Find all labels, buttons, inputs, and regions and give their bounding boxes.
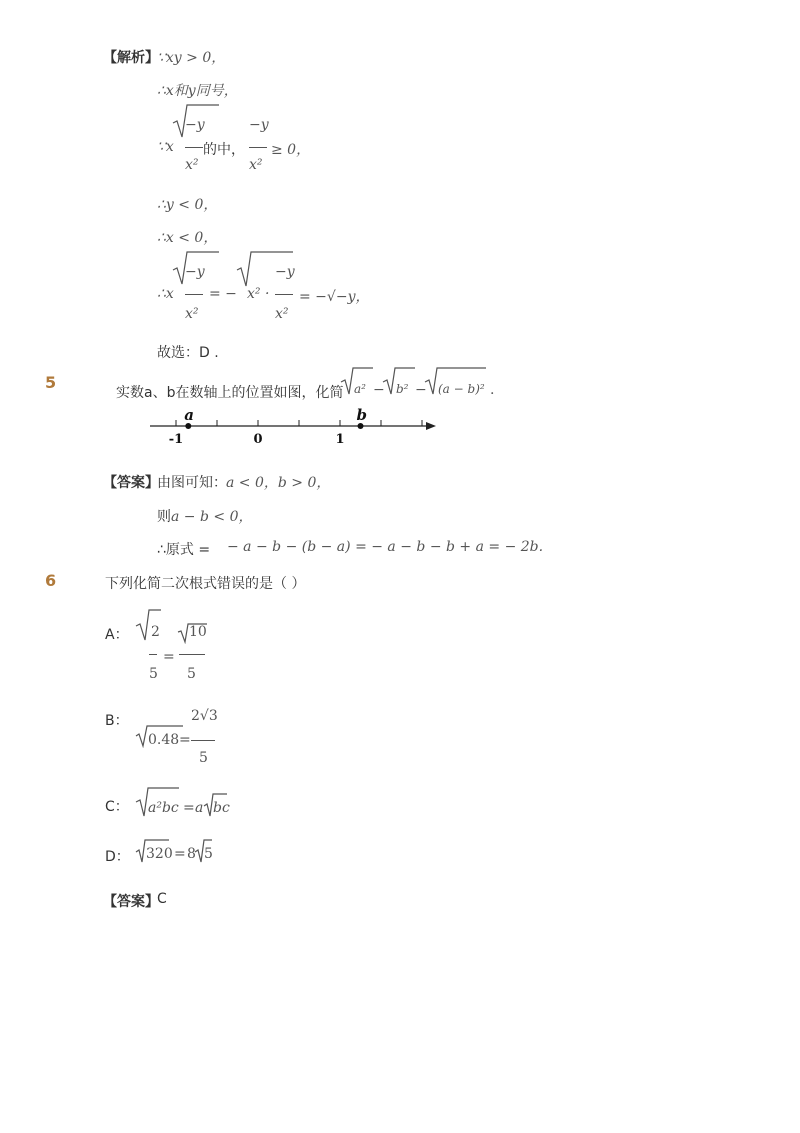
q6-answer: C	[157, 891, 167, 907]
q5-expression	[340, 366, 500, 400]
q5-answer-line1-math: a < 0，b > 0，	[226, 475, 331, 491]
frac-den: x²	[185, 157, 199, 173]
option-d-rhs-coef: 8	[187, 846, 196, 862]
minus-1: −	[373, 382, 385, 398]
answer-tag-5: 【答案】	[103, 475, 159, 491]
frac2-den: x²	[249, 157, 263, 173]
tick-label-1: 1	[335, 432, 345, 447]
option-c-rhs-coef: a	[195, 800, 204, 816]
option-d-label: D：	[105, 849, 130, 865]
frac2-num: −y	[249, 117, 269, 133]
x-squared-dot: x² ·	[247, 286, 270, 302]
frac3-bar	[185, 294, 203, 295]
option-d-equals: =	[174, 846, 186, 862]
q5-answer-line2-text: 则	[157, 509, 171, 525]
frac3-num: −y	[185, 264, 205, 280]
b-squared: b²	[396, 382, 409, 396]
axis-arrow	[426, 422, 436, 430]
tick-label-minus-1: -1	[168, 432, 184, 447]
tick-label-0: 0	[253, 432, 263, 447]
option-c-rhs-rad: bc	[213, 800, 230, 816]
a-minus-b-squared: (a − b)²	[438, 382, 485, 396]
option-b-equals: =	[179, 732, 191, 748]
option-a-rhs-bar	[179, 654, 205, 655]
option-a-lhs-den: 5	[149, 666, 158, 682]
therefore-x: ∴x	[157, 286, 174, 302]
period: .	[490, 382, 495, 398]
frac4-den: x²	[275, 306, 289, 322]
solution-line-3	[157, 103, 317, 175]
option-b-rhs-den: 5	[199, 750, 208, 766]
equals-minus: = −	[209, 286, 237, 302]
option-a-lhs-bar	[149, 654, 157, 655]
option-a-lhs-num: 2	[151, 624, 160, 640]
option-b-lhs: 0.48	[148, 732, 180, 748]
option-c-equals: =	[183, 800, 195, 816]
q5-answer-line2-math: a − b < 0，	[171, 509, 253, 525]
frac-num: −y	[185, 117, 205, 133]
option-c-label: C：	[105, 799, 129, 815]
option-d[interactable]	[105, 834, 265, 866]
answer-tag-6: 【答案】	[103, 894, 159, 910]
option-c-lhs: a²bc	[148, 800, 179, 816]
of-which: 的中，	[203, 142, 245, 158]
option-a-rhs-num: 10	[189, 624, 207, 640]
analysis-tag: 【解析】	[103, 50, 159, 66]
option-d-rhs-rad: 5	[204, 846, 213, 862]
option-b[interactable]	[105, 704, 265, 774]
option-a-rhs-den: 5	[187, 666, 196, 682]
label-a: a	[184, 406, 195, 424]
frac4-bar	[275, 294, 293, 295]
q5-answer-line3-prefix: ∴原式 =	[157, 542, 211, 558]
q5-answer-line1-text: 由图可知：	[157, 475, 227, 491]
option-c[interactable]	[105, 786, 265, 822]
option-b-label: B：	[105, 713, 129, 729]
option-a-label: A：	[105, 627, 129, 643]
q5-stem: 实数a、b在数轴上的位置如图，化简	[116, 385, 344, 401]
q6-stem: 下列化简二次根式错误的是（ ）	[105, 576, 306, 592]
frac2-bar	[249, 147, 267, 148]
number-line	[140, 402, 450, 450]
label-b: b	[356, 406, 367, 424]
option-a[interactable]	[105, 606, 265, 686]
result: = −√−y，	[299, 289, 370, 305]
conclusion: 故选：D .	[157, 345, 219, 361]
because-x: ∵x	[157, 139, 174, 155]
solution-line-5: ∴x < 0，	[157, 230, 218, 246]
solution-line-1: ∵xy > 0，	[157, 50, 226, 66]
frac4-num: −y	[275, 264, 295, 280]
frac3-den: x²	[185, 306, 199, 322]
option-d-lhs: 320	[146, 846, 173, 862]
question-number-5: 5	[45, 373, 57, 392]
option-a-equals: =	[163, 649, 175, 665]
question-number-6: 6	[45, 571, 57, 590]
minus-2: −	[415, 382, 427, 398]
option-b-rhs-num: 2√3	[191, 708, 218, 724]
q5-answer-line3-math: − a − b − (b − a) = − a − b − b + a = − 2b.	[227, 539, 544, 555]
solution-line-4: ∴y < 0，	[157, 197, 218, 213]
geq-zero: ≥ 0，	[271, 142, 311, 158]
frac-bar	[185, 147, 203, 148]
solution-line-2: ∴x和y同号，	[157, 83, 238, 99]
solution-line-6	[157, 250, 387, 325]
option-b-rhs-bar	[191, 740, 215, 741]
a-squared: a²	[354, 382, 366, 396]
tick-marks	[140, 420, 422, 426]
